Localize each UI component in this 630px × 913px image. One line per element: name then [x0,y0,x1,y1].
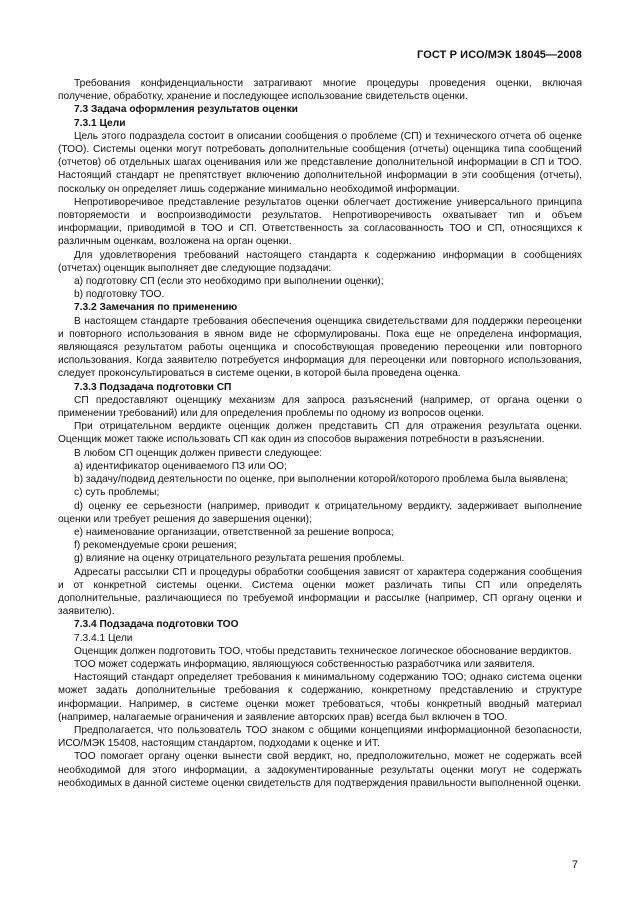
paragraph: Оценщик должен подготовить ТОО, чтобы представить техническое логическое обоснование вердиктов. [74,645,572,657]
paragraph: Адресаты рассылки СП и процедуры обработки сообщения зависят от характера содержания сообщения и от конкретной системы оценки. Система оценки может различать типы СП или определять дополнительные, различающиеся по требуемой информации и рассылке (например, СП органу оценки и заявителю). [58,566,582,618]
subsection-heading: 7.3.4 Подзадача подготовки ТОО [74,619,239,631]
paragraph: В любом СП оценщик должен привести следующее: [74,447,323,459]
list-item: b) подготовку ТОО. [74,289,165,301]
paragraph: СП предоставляют оценщику механизм для запроса разъяснений (например, от органа оценки о применении требований) или для определения проблемы по одному из вопросов оценки. [58,394,582,420]
paragraph: Непротиворечивое представление результатов оценки облегчает достижение универсального принципа повторяемости и воспроизводимости результатов. Непротиворечивость охватывает тип и объем информации, приводимой в ТОО и СП. Ответственность за согласованность ТОО и СП, относящихся к различным оценкам, возложена на орган оценки. [58,196,582,248]
paragraph: При отрицательном вердикте оценщик должен представить СП для отражения результата оценки. Оценщик может также использовать СП как один из способов выражения потребности в разъяснении. [58,421,582,446]
page-header: ГОСТ Р ИСО/МЭК 18045—2008 [417,49,582,61]
paragraph: Цель этого подраздела состоит в описании сообщения о проблеме (СП) и технического отчета об оценке (ТОО). Системы оценки могут потребовать дополнительные сообщения (отчеты) оценщика типа сообщений (отчетов) об отдельных шагах оценивания или же представление дополнительной информации в СП и ТОО. Настоящий стандарт не препятствует включению дополнительной информации в эти сообщения (отчеты), поскольку он определяет лишь содержание минимально необходимой информации. [58,130,582,195]
list-item: f) рекомендуемые сроки решения; [74,540,237,552]
subsection-heading: 7.3.2 Замечания по применению [74,302,238,314]
list-item: b) задачу/подвид деятельности по оценке, при выполнении которой/которого проблема была выявлена; [74,474,569,486]
paragraph: Требования конфиденциальности затрагивают многие процедуры проведения оценки, включая получение, обработку, хранение и последующее использование свидетельств оценки. [58,78,582,103]
list-item: a) идентификатор оцениваемого ПЗ или ОО; [74,460,287,472]
paragraph: В настоящем стандарте требования обеспечения оценщика свидетельствами для поддержки переоценки и повторного использования в явном виде не сформулированы. Пока еще не определена информация, являющаяся результатом работы оценщика и способствующая проведению переоценки или повторного использования. Когда заявителю потребуется информация для переоценки или повторного использования, следует проконсультироваться в системе оценки, в которой была проведена оценка. [58,315,582,380]
paragraph: ТОО может содержать информацию, являющуюся собственностью разработчика или заявителя. [74,658,536,670]
page-content [58,77,582,790]
sub-subsection-heading: 7.3.4.1 Цели [74,632,133,644]
paragraph: ТОО помогает органу оценки вынести свой вердикт, но, предположительно, может не содержать всей необходимой для этого информации, а задокументированные результаты оценки могут не содержать необходимых в данной системе оценки свидетельств для подтверждения правильности выполненной оценки. [58,751,582,789]
subsection-heading: 7.3.3 Подзадача подготовки СП [74,381,232,393]
page-number: 7 [571,859,578,871]
list-item: g) влияние на оценку отрицательного результата решения проблемы. [74,553,405,565]
subsection-heading: 7.3.1 Цели [74,117,126,129]
section-heading: 7.3 Задача оформления результатов оценки [74,104,298,116]
list-item: d) оценку ее серьезности (например, приводит к отрицательному вердикту, задерживает выполнение оценки или требует решения до завершения оценки); [58,500,582,525]
paragraph: Настоящий стандарт определяет требования к минимальному содержанию ТОО; однако система оценки может задать дополнительные требования к содержанию, конкретному представлению и структуре информации. Например, в системе оценки может требоваться, чтобы конкретный вводный материал (например, налагаемые ограничения и заявление авторских прав) всегда был включен в ТОО. [58,672,582,723]
paragraph: Для удовлетворения требований настоящего стандарта к содержанию информации в сообщениях (отчетах) оценщик выполняет две следующие подзадачи: [58,249,582,274]
list-item: c) суть проблемы; [74,487,160,499]
list-item: e) наименование организации, ответственной за решение вопроса; [74,526,394,538]
list-item: a) подготовку СП (если это необходимо при выполнении оценки); [74,276,384,288]
paragraph: Предполагается, что пользователь ТОО знаком с общими концепциями информационной безопасности, ИСО/МЭК 15408, настоящим стандартом, подходами к оценке и ИТ. [58,724,582,750]
